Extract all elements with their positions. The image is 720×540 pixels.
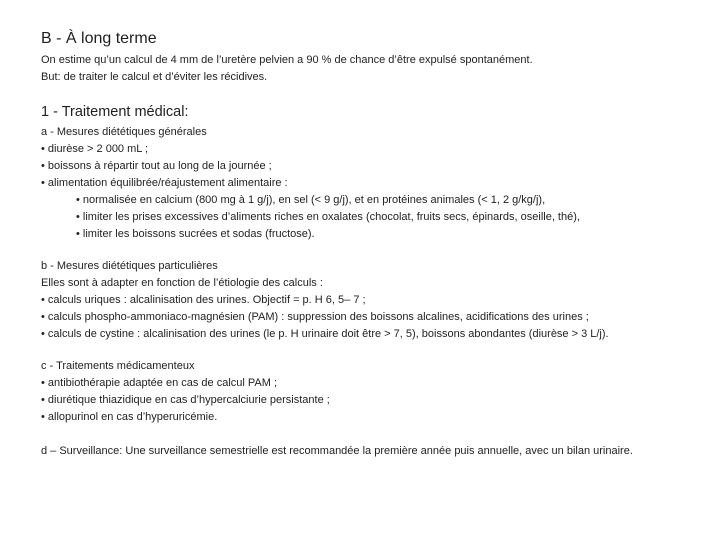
- section-a-item: • boissons à répartir tout au long de la journée ;: [41, 160, 272, 172]
- section-a-item: • alimentation équilibrée/réajustement alimentaire :: [41, 177, 288, 189]
- section-a-subitem: • limiter les boissons sucrées et sodas (fructose).: [76, 228, 315, 240]
- section-c-item: • allopurinol en cas d’hyperuricémie.: [41, 411, 218, 423]
- section-c-item: • antibiothérapie adaptée en cas de calcul PAM ;: [41, 377, 278, 389]
- section-b-title: b - Mesures diététiques particulières: [41, 260, 218, 272]
- section-b: [41, 258, 711, 343]
- section-b-intro: Elles sont à adapter en fonction de l’étiologie des calculs :: [41, 277, 323, 289]
- section-d: [41, 443, 711, 460]
- section-a-title: a - Mesures diététiques générales: [41, 126, 207, 138]
- section-a-subitem: • normalisée en calcium (800 mg à 1 g/j), en sel (< 9 g/j), et en protéines animales (< 1, 2 g/kg/j),: [76, 194, 546, 206]
- intro-block: [41, 52, 711, 86]
- section-c-title: c - Traitements médicamenteux: [41, 360, 195, 372]
- section-a-item: • diurèse > 2 000 mL ;: [41, 143, 149, 155]
- section-heading-traitement-medical: 1 - Traitement médical:: [41, 104, 189, 120]
- section-d-text: d – Surveillance: Une surveillance semestrielle est recommandée la première année puis annuelle, avec un bilan urinaire.: [41, 445, 633, 457]
- section-a: [41, 124, 711, 243]
- intro-line-1: On estime qu’un calcul de 4 mm de l’uretère pelvien a 90 % de chance d’être expulsé spontanément.: [41, 54, 533, 66]
- section-b-item: • calculs uriques : alcalinisation des urines. Objectif = p. H 6, 5– 7 ;: [41, 294, 366, 306]
- intro-line-2: But: de traiter le calcul et d’éviter les récidives.: [41, 71, 268, 83]
- section-a-subitem: • limiter les prises excessives d’aliments riches en oxalates (chocolat, fruits secs, épinards, oseille, thé),: [76, 211, 580, 223]
- page-title: B - À long terme: [41, 30, 157, 47]
- section-c-item: • diurétique thiazidique en cas d’hypercalciurie persistante ;: [41, 394, 330, 406]
- section-b-item: • calculs phospho-ammoniaco-magnésien (PAM) : suppression des boissons alcalines, acidifications des urines ;: [41, 311, 589, 323]
- section-c: [41, 358, 711, 426]
- section-b-item: • calculs de cystine : alcalinisation des urines (le p. H urinaire doit être > 7, 5), boissons abondantes (diurèse > 3 L/j).: [41, 328, 609, 340]
